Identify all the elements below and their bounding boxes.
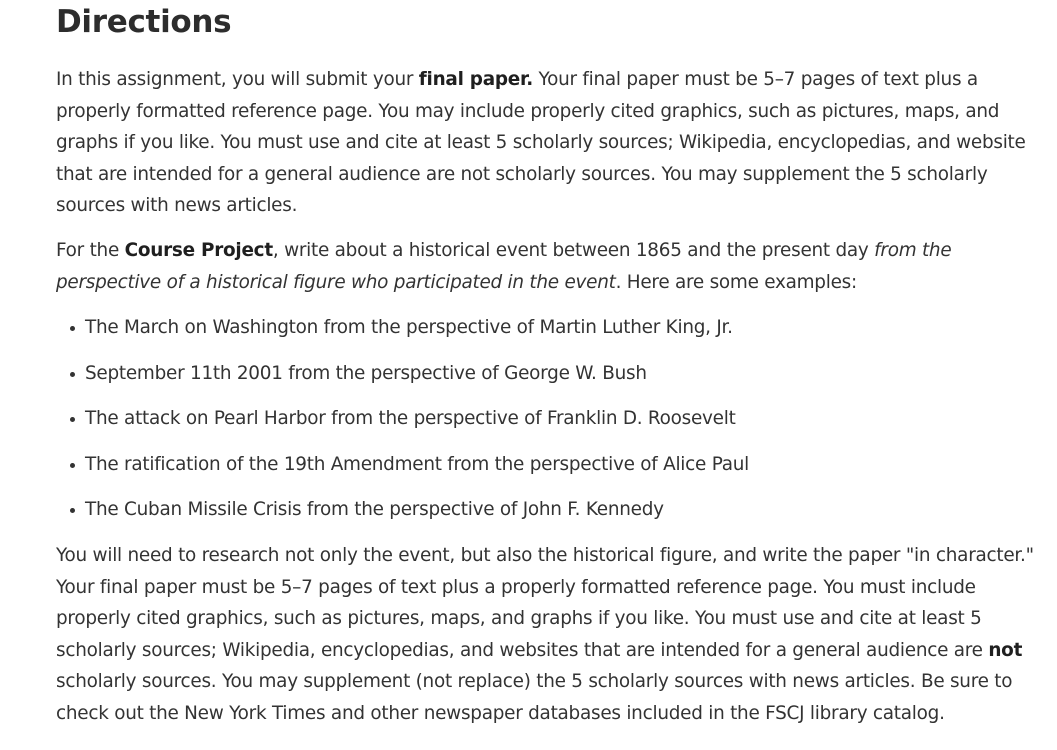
bullet-icon xyxy=(70,417,75,422)
research-line-3: properly cited graphics, such as pictures, maps, and graphs if you like. You must use and cite at least 5 xyxy=(56,608,982,629)
examples-list xyxy=(70,311,749,539)
research-line-1: You will need to research not only the event, but also the historical figure, and write the paper "in character." xyxy=(56,545,1034,566)
intro-line-1: In this assignment, you will submit your final paper. Your final paper must be 5–7 pages of text plus a xyxy=(56,69,978,90)
research-line-6: check out the New York Times and other newspaper databases included in the FSCJ library catalog. xyxy=(56,702,945,724)
bullet-icon xyxy=(70,326,75,331)
project-line-2: perspective of a historical figure who participated in the event. Here are some examples: xyxy=(56,271,857,293)
list-item: The March on Washington from the perspective of Martin Luther King, Jr. xyxy=(70,311,749,357)
research-line-4: scholarly sources; Wikipedia, encyclopedias, and websites that are intended for a general audience are not xyxy=(56,639,1023,661)
research-line-2: Your final paper must be 5–7 pages of text plus a properly formatted reference page. You must include xyxy=(56,576,976,598)
intro-line-2: properly formatted reference page. You may include properly cited graphics, such as pictures, maps, and xyxy=(56,100,1000,122)
list-item: The attack on Pearl Harbor from the perspective of Franklin D. Roosevelt xyxy=(70,402,749,448)
research-line-5: scholarly sources. You may supplement (not replace) the 5 scholarly sources with news articles. Be sure to xyxy=(56,671,1013,692)
final-paper-emphasis: final paper. xyxy=(418,69,533,90)
list-item: The Cuban Missile Crisis from the perspective of John F. Kennedy xyxy=(70,493,749,539)
bullet-icon xyxy=(70,508,75,513)
project-paragraph xyxy=(56,235,951,298)
project-line-1: For the Course Project, write about a historical event between 1865 and the present day from the xyxy=(56,240,952,261)
intro-line-5: sources with news articles. xyxy=(56,195,298,216)
not-emphasis: not xyxy=(988,639,1023,661)
intro-line-4: that are intended for a general audience are not scholarly sources. You may supplement the 5 scholarly xyxy=(56,163,988,185)
list-item: September 11th 2001 from the perspective of George W. Bush xyxy=(70,357,749,403)
research-paragraph xyxy=(56,540,1034,729)
page-title: Directions xyxy=(56,4,232,40)
bullet-icon xyxy=(70,372,75,377)
course-project-emphasis: Course Project xyxy=(124,240,273,261)
list-item: The ratification of the 19th Amendment from the perspective of Alice Paul xyxy=(70,448,749,494)
bullet-icon xyxy=(70,463,75,468)
intro-line-3: graphs if you like. You must use and cite at least 5 scholarly sources; Wikipedia, encyclopedias, and website xyxy=(56,132,1026,153)
intro-paragraph xyxy=(56,64,1026,222)
